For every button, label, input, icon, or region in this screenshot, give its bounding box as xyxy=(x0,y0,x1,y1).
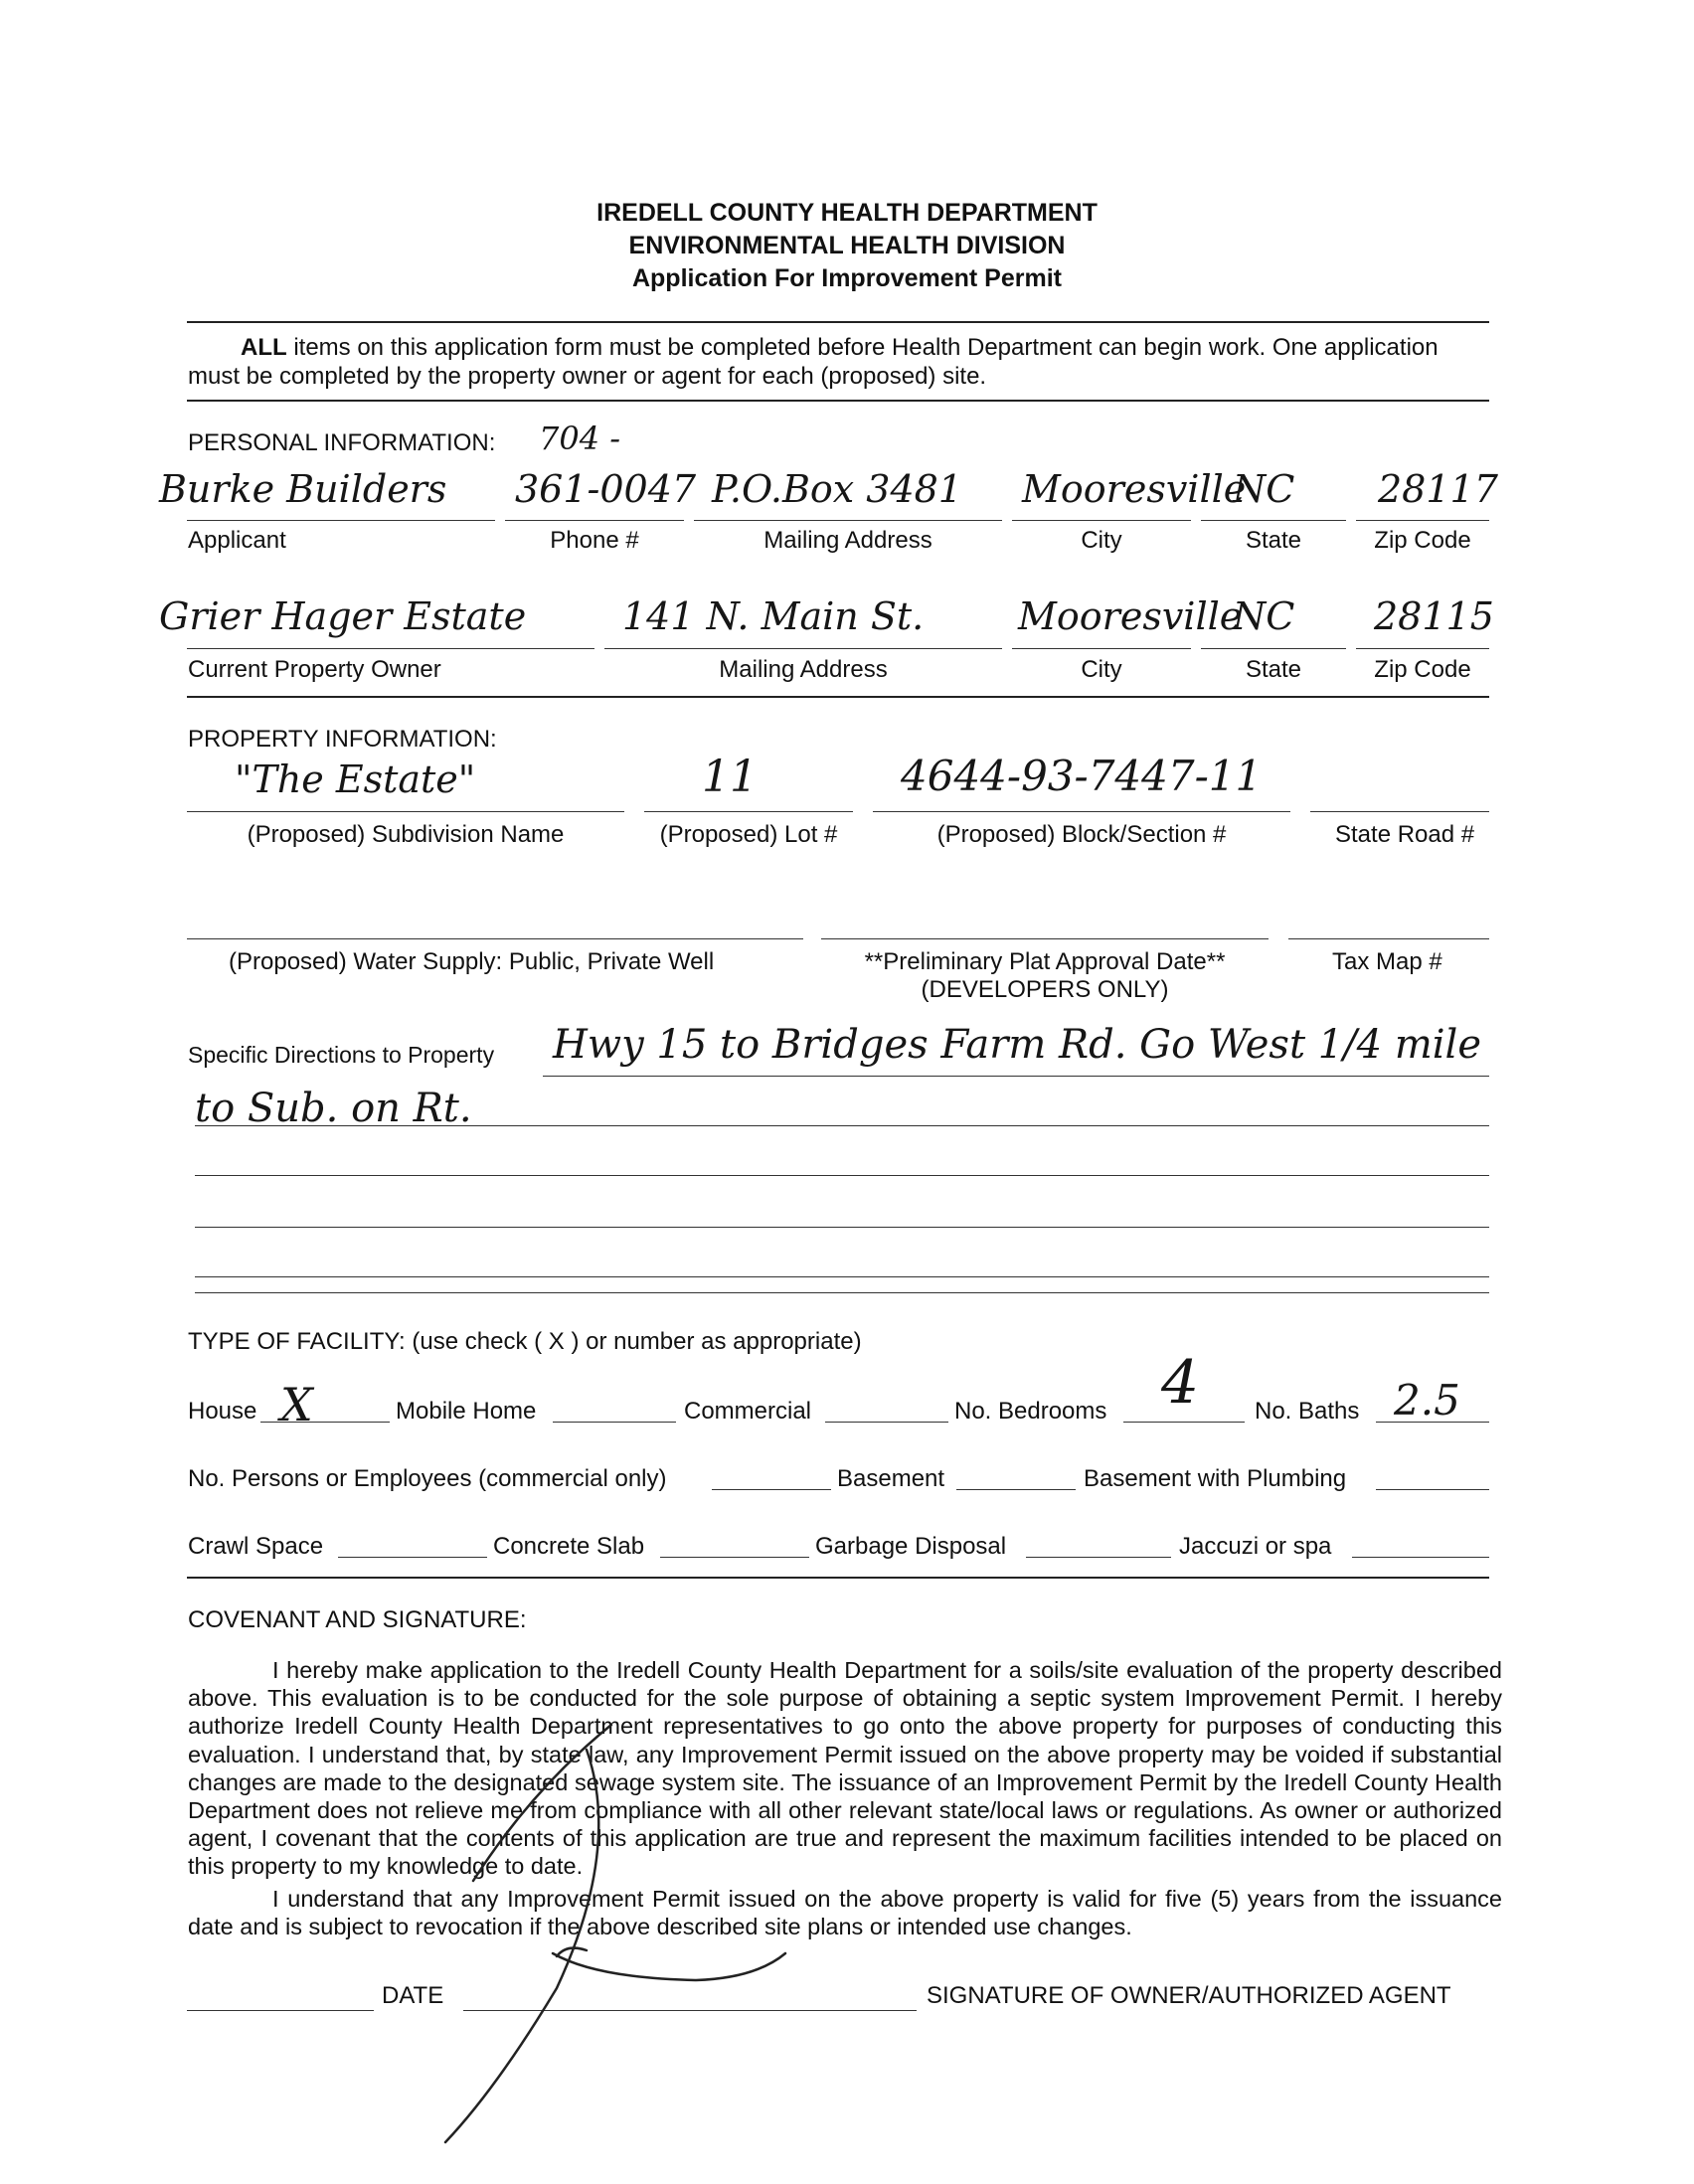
lot-value: 11 xyxy=(702,752,758,802)
state-road-label: State Road # xyxy=(1335,821,1475,848)
department-title: IREDELL COUNTY HEALTH DEPARTMENT xyxy=(596,199,1098,227)
personal-info-heading: PERSONAL INFORMATION: xyxy=(188,429,496,456)
persons-label: No. Persons or Employees (commercial only) xyxy=(188,1465,667,1492)
crawl-space-label: Crawl Space xyxy=(188,1533,324,1560)
applicant-phone-value: 361-0047 xyxy=(515,467,697,511)
commercial-label: Commercial xyxy=(684,1398,812,1425)
directions-line-2: to Sub. on Rt. xyxy=(195,1086,472,1131)
applicant-address-value: P.O.Box 3481 xyxy=(712,467,962,511)
baths-value: 2.5 xyxy=(1394,1376,1460,1425)
jacuzzi-label: Jaccuzi or spa xyxy=(1179,1533,1332,1560)
lot-label: (Proposed) Lot # xyxy=(659,821,838,848)
applicant-city-value: Mooresville xyxy=(1022,467,1247,511)
garbage-disposal-label: Garbage Disposal xyxy=(815,1533,1007,1560)
signature-label: SIGNATURE OF OWNER/AUTHORIZED AGENT xyxy=(927,1982,1451,2009)
developers-only-label: (DEVELOPERS ONLY) xyxy=(921,976,1169,1003)
house-check: X xyxy=(280,1378,313,1431)
block-value: 4644-93-7447-11 xyxy=(901,752,1263,800)
phone-label: Phone # xyxy=(550,527,639,554)
applicant-name-value: Burke Builders xyxy=(159,467,447,511)
owner-mailing-address-label: Mailing Address xyxy=(719,656,888,683)
division-title: ENVIRONMENTAL HEALTH DIVISION xyxy=(628,232,1066,259)
date-label: DATE xyxy=(382,1982,444,2009)
concrete-slab-label: Concrete Slab xyxy=(493,1533,645,1560)
basement-label: Basement xyxy=(837,1465,945,1492)
city-label: City xyxy=(1081,527,1122,554)
owner-name-value: Grier Hager Estate xyxy=(159,594,527,638)
subdivision-value: "The Estate" xyxy=(235,757,476,801)
covenant-heading: COVENANT AND SIGNATURE: xyxy=(188,1606,527,1633)
zip-code-label: Zip Code xyxy=(1374,527,1471,554)
area-code: 704 - xyxy=(539,420,621,457)
owner-state-label: State xyxy=(1245,656,1302,683)
form-title: Application For Improvement Permit xyxy=(631,264,1062,292)
block-label: (Proposed) Block/Section # xyxy=(936,821,1227,848)
water-supply-label: (Proposed) Water Supply: Public, Private Well xyxy=(229,948,715,975)
directions-label: Specific Directions to Property xyxy=(188,1042,495,1068)
mobile-home-label: Mobile Home xyxy=(396,1398,537,1425)
applicant-zip-value: 28117 xyxy=(1378,467,1498,511)
intro-line-1: ALL items on this application form must be completed before Health Department can begin work. One application xyxy=(241,334,1439,361)
house-label: House xyxy=(188,1398,257,1425)
bedrooms-label: No. Bedrooms xyxy=(954,1398,1107,1425)
mailing-address-label: Mailing Address xyxy=(763,527,932,554)
directions-line-1: Hwy 15 to Bridges Farm Rd. Go West 1/4 mile xyxy=(553,1022,1482,1068)
state-label: State xyxy=(1245,527,1302,554)
tax-map-label: Tax Map # xyxy=(1332,948,1442,975)
facility-heading: TYPE OF FACILITY: (use check ( X ) or number as appropriate) xyxy=(188,1328,862,1355)
covenant-paragraph-2: I understand that any Improvement Permit issued on the above property is valid for five (5) years from the issuance date and is subject to revocation if the above described site plans or intended use changes. xyxy=(188,1886,1502,1940)
owner-zip-value: 28115 xyxy=(1374,594,1494,638)
plat-approval-label: **Preliminary Plat Approval Date** xyxy=(864,948,1226,975)
owner-city-value: Mooresville xyxy=(1018,594,1243,638)
intro-line-2: must be completed by the property owner or agent for each (proposed) site. xyxy=(188,363,987,390)
covenant-paragraph-1: I hereby make application to the Iredell County Health Department for a soils/site evaluation of the property described above. This evaluation is to be conducted for the sole purpose of obtaining a septic system Improvement Permit. I hereby authorize Iredell County Health Department representatives to go onto the above property for purposes of conducting this evaluation. I understand that, by state law, any Improvement Permit issued on the above property may be voided if substantial changes are made to the designated sewage system site. The issuance of an Improvement Permit by the Iredell County Health Department does not relieve me from compliance with all other relevant state/local laws or regulations. As owner or authorized agent, I covenant that the contents of this application are true and represent the maximum facilities intended to be placed on this property to my knowledge to date. xyxy=(188,1657,1502,1880)
baths-label: No. Baths xyxy=(1255,1398,1360,1425)
subdivision-label: (Proposed) Subdivision Name xyxy=(247,821,565,848)
owner-address-value: 141 N. Main St. xyxy=(622,594,925,638)
bedrooms-value: 4 xyxy=(1161,1348,1200,1418)
owner-state-value: NC xyxy=(1233,594,1295,638)
property-info-heading: PROPERTY INFORMATION: xyxy=(188,726,497,753)
owner-city-label: City xyxy=(1081,656,1122,683)
current-owner-label: Current Property Owner xyxy=(188,656,441,683)
owner-zip-label: Zip Code xyxy=(1374,656,1471,683)
basement-plumbing-label: Basement with Plumbing xyxy=(1084,1465,1347,1492)
applicant-state-value: NC xyxy=(1233,467,1295,511)
applicant-label: Applicant xyxy=(188,527,286,554)
